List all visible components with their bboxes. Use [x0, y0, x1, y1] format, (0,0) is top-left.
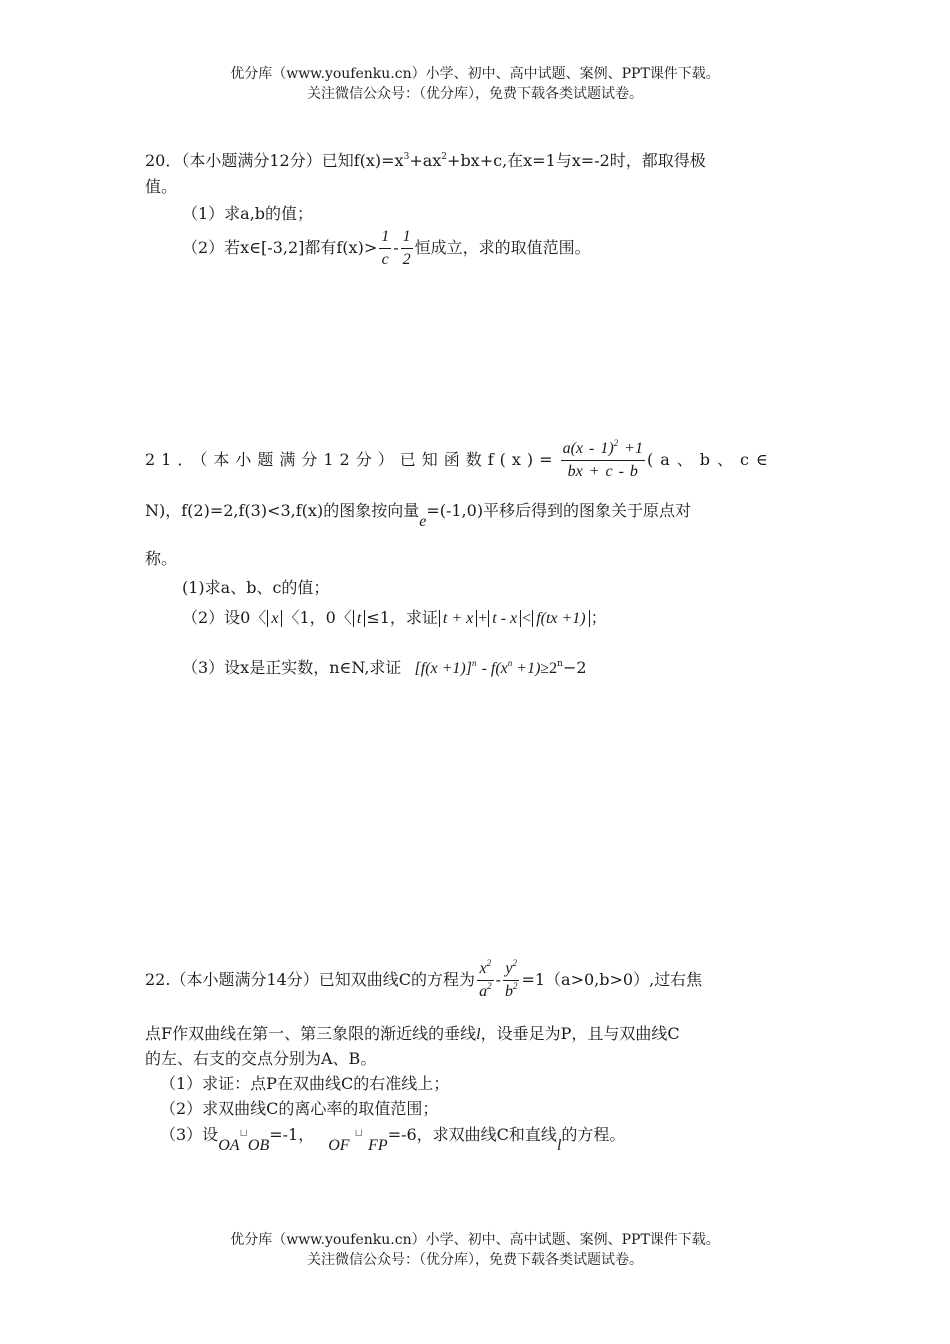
header-line-1: 优分库（www.youfenku.cn）小学、初中、高中试题、案例、PPT课件下载。 [230, 66, 720, 82]
q21-line-2: N)，f(2)=2,f(3)<3,f(x)的图象按向量e=(-1,0)平移后得到的图象关于原点对 [145, 501, 692, 530]
q21-part-2: （2）设0〈 x 〈1，0〈 t ≤1，求证 t + x + t - x < f(tx +1) ； [182, 608, 607, 627]
q20-part-1: （1）求a,b的值； [182, 204, 314, 223]
q22-part-1: （1）求证：点P在双曲线C的右准线上； [160, 1074, 450, 1093]
fraction-1-over-c: $\frac{1}{c}$ [381, 228, 390, 268]
fraction-y2-over-b2: $\frac{y^2}{b^2}$ [504, 958, 518, 1000]
q22-line-3: 的左、右支的交点分别为A、B。 [145, 1049, 377, 1068]
q21-part-1: (1)求a、b、c的值； [182, 578, 330, 597]
q20-part-2: （2）若x∈[-3,2]都有f(x)> $\frac{1}{c}$ - $\frac{1}{2}$ 恒成立，求的取值范围。 [182, 226, 591, 271]
q22-part-3: （3）设OA⊔OB=-1，OF ⊔ FP=-6，求双曲线C和直线l的方程。 [160, 1125, 626, 1154]
fraction-1-over-2: $\frac{1}{2}$ [402, 228, 411, 268]
q21-intro: 21．（本小题满分12分）已知函数f(x)= $\frac{a(x - 1)^2 +1}{bx + c - b}$ (a、b、c∈ [145, 438, 775, 483]
q20-intro: 20．（本小题满分12分）已知$f(x)=x^3+ax^2+bx+c$,在x=1与x=-2时，都取得极 [145, 151, 706, 170]
q21-part-3: （3）设x是正实数，n∈N,求证 $[f(x +1)]^n - f(x^n +1)\ge 2^n-2$ [182, 658, 587, 677]
header-line-2: 关注微信公众号：（优分库），免费下载各类试题试卷。 [307, 86, 643, 102]
q21-line-3: 称。 [145, 549, 178, 568]
q20-intro-cont: 值。 [145, 177, 178, 196]
q22-part-2: （2）求双曲线C的离心率的取值范围； [160, 1099, 439, 1118]
footer-line-1: 优分库（www.youfenku.cn）小学、初中、高中试题、案例、PPT课件下载。 [230, 1232, 720, 1248]
q22-intro: 22.（本小题满分14分）已知双曲线C的方程为 $\frac{x^2}{a^2}$ - $\frac{y^2}{b^2}$ =1（a>0,b>0）,过右焦 [145, 958, 702, 1003]
footer-line-2: 关注微信公众号：（优分库），免费下载各类试题试卷。 [307, 1252, 643, 1268]
q21-function-fraction: $\frac{a(x - 1)^2 +1}{bx + c - b}$ [562, 438, 643, 480]
q22-line-2: 点F作双曲线在第一、第三象限的渐近线的垂线l，设垂足为P，且与双曲线C [145, 1024, 680, 1043]
fraction-x2-over-a2: $\frac{x^2}{a^2}$ [479, 958, 492, 1000]
vector-e: e [419, 513, 427, 530]
